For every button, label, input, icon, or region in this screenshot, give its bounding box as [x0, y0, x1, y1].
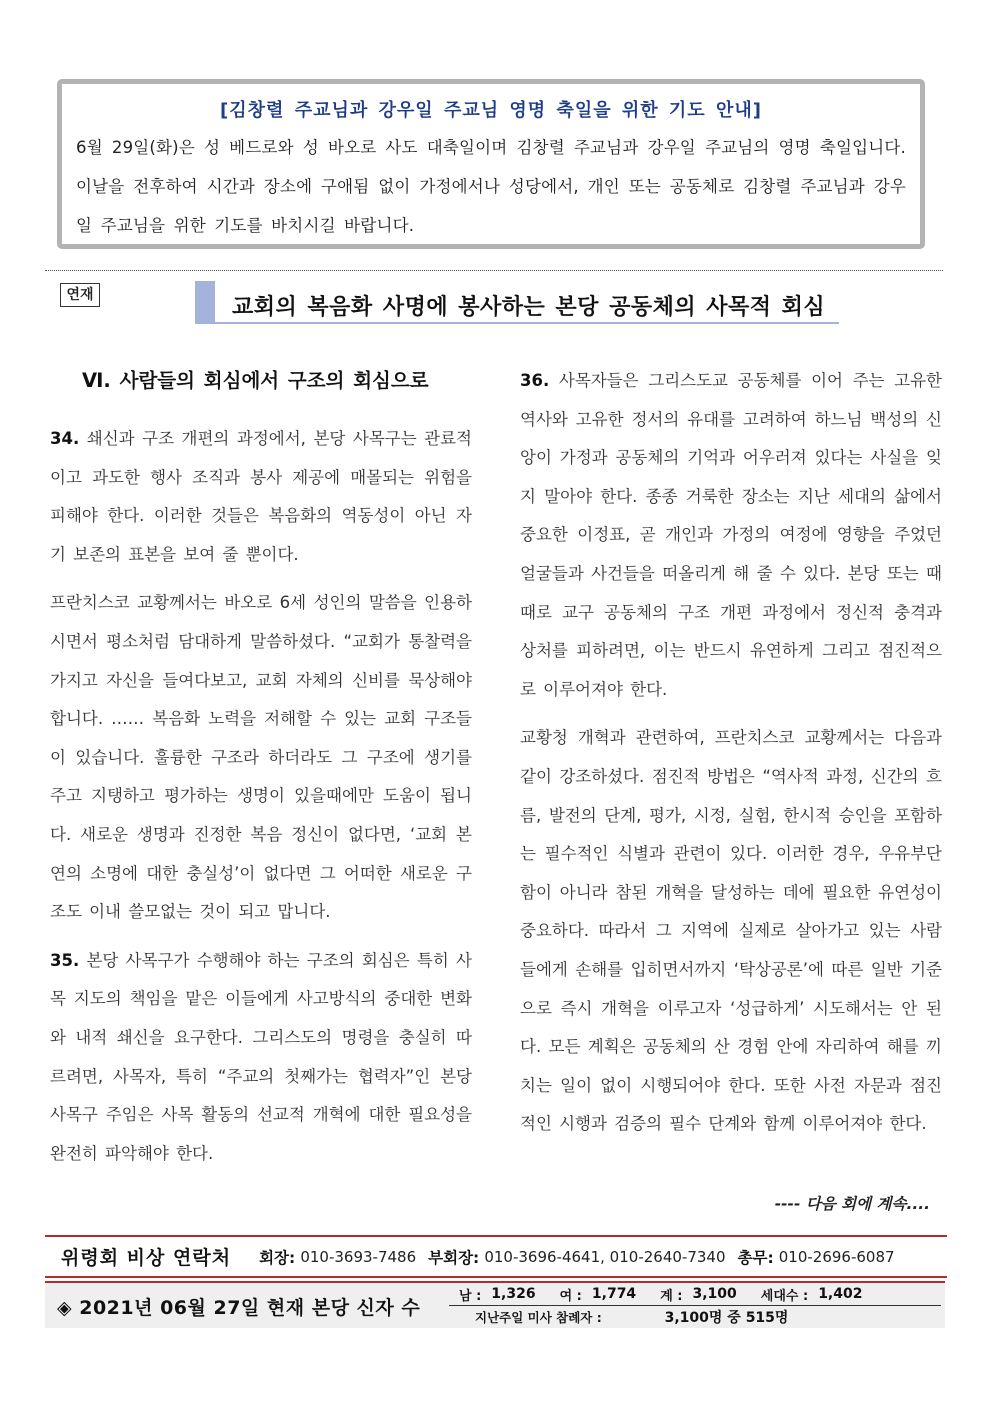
- notice-body: 6월 29일(화)은 성 베드로와 성 바오로 사도 대축일이며 김창렬 주교님과 강우일 주교님의 영명 축일입니다. 이날을 전후하여 시간과 장소에 구애됨 없이 가정에서나 성당에서, 개인 또는 공동체로 김창렬 주교님과 강우일 주교님을 위한 기도를 바치시길 바랍니다.: [76, 138, 906, 235]
- paragraph-number: 35.: [50, 950, 80, 970]
- paragraph-number: 34.: [50, 429, 80, 448]
- total-count: 3,100: [692, 1286, 737, 1302]
- paragraph-text: 쇄신과 구조 개편의 과정에서, 본당 사목구는 관료적이고 과도한 행사 조직과 봉사 제공에 매몰되는 위험을 피해야 한다. 이러한 것들은 복음화의 역동성이 아닌 자기 보존의 표본을 보여 줄 뿐이다.: [50, 429, 472, 564]
- attendance-value: 3,100명 중 515명: [664, 1310, 789, 1326]
- stats-counts: [449, 1283, 941, 1306]
- contacts-title: 위령회 비상 연락처: [61, 1247, 232, 1269]
- secretary-phone: 010-2696-6087: [778, 1247, 895, 1266]
- secretary-label: 총무:: [737, 1248, 774, 1267]
- right-column: [520, 362, 942, 1144]
- continued-note: ---- 다음 회에 계속....: [774, 1195, 930, 1213]
- emergency-contacts: [45, 1235, 947, 1278]
- male-label: 남 :: [459, 1288, 482, 1304]
- male-count: 1,326: [491, 1286, 536, 1302]
- vice-chair-label: 부회장:: [428, 1248, 480, 1267]
- paragraph-36-continued: 교황청 개혁과 관련하여, 프란치스코 교황께서는 다음과 같이 강조하셨다. 점진적 방법은 “역사적 과정, 신간의 흐름, 발전의 단계, 평가, 시정, 실험, 한시적 승인을 포함하는 필수적인 식별과 관련이 있다. 이러한 경우, 우유부단함이 아니라 참된 개혁을 달성하는 데에 필요한 유연성이 중요하다. 따라서 그 지역에 실제로 살아가고 있는 사람들에게 손해를 입히면서까지 ‘탁상공론’에 따른 일반 기준으로 즉시 개혁을 이루고자 ‘성급하게’ 시도해서는 안 된다. 모든 계획은 공동체의 산 경험 안에 자리하여 해를 끼치는 일이 없이 시행되어야 한다. 또한 사전 자문과 점진적인 시행과 검증의 필수 단계와 함께 이루어져야 한다.: [520, 728, 942, 1134]
- female-label: 여 :: [559, 1288, 582, 1304]
- section-heading: Ⅵ. 사람들의 회심에서 구조의 회심으로: [82, 369, 429, 392]
- paragraph-text: 본당 사목구가 수행해야 하는 구조의 회심은 특히 사목 지도의 책임을 맡은 이들에게 사고방식의 중대한 변화와 내적 쇄신을 요구한다. 그리스도의 명령을 충실히 따르려면, 사목자, 특히 “주교의 첫째가는 협력자”인 본당 사목구 주임은 사목 활동의 선교적 개혁에 대한 필요성을 완전히 파악해야 한다.: [50, 950, 472, 1163]
- female-count: 1,774: [591, 1286, 637, 1302]
- dotted-divider: [45, 270, 943, 271]
- prayer-notice-box: [57, 79, 925, 249]
- notice-title: [김창렬 주교님과 강우일 주교님 영명 축일을 위한 기도 안내]: [220, 100, 762, 121]
- parishioner-stats: [45, 1281, 945, 1328]
- households-count: 1,402: [818, 1286, 863, 1302]
- article-title: 교회의 복음화 사명에 봉사하는 본당 공동체의 사목적 회심: [232, 295, 826, 320]
- chair-label: 회장:: [259, 1248, 296, 1267]
- chair-phone: 010-3693-7486: [300, 1247, 417, 1266]
- attendance-label: 지난주일 미사 참례자 :: [475, 1310, 602, 1325]
- stats-title: ◈ 2021년 06월 27일 현재 본당 신자 수: [57, 1297, 421, 1319]
- paragraph-36: [520, 362, 942, 709]
- mass-attendance: [475, 1307, 788, 1327]
- paragraph-34-continued: 프란치스코 교황께서는 바오로 6세 성인의 말씀을 인용하시면서 평소처럼 담대하게 말씀하셨다. “교회가 통찰력을 가지고 자신을 들여다보고, 교회 자체의 신비를 묵상해야 합니다. …… 복음화 노력을 저해할 수 있는 교회 구조들이 있습니다. 훌륭한 구조라 하더라도 그 구조에 생기를 주고 지탱하고 평가하는 생명이 있을때에만 도움이 됩니다. 새로운 생명과 진정한 복음 정신이 없다면, ‘교회 본연의 소명에 대한 충실성’이 없다면 그 어떠한 새로운 구조도 이내 쓸모없는 것이 되고 맙니다.: [50, 593, 472, 922]
- total-label: 계 :: [660, 1288, 683, 1304]
- series-tag: 연재: [60, 283, 100, 307]
- paragraph-34: [50, 420, 472, 574]
- households-label: 세대수 :: [760, 1288, 809, 1304]
- paragraph-text: 사목자들은 그리스도교 공동체를 이어 주는 고유한 역사와 고유한 정서의 유대를 고려하여 하느님 백성의 신앙이 가정과 공동체의 기억과 어우러져 있다는 사실을 잊지 말아야 한다. 종종 거룩한 장소는 지난 세대의 삶에서 중요한 이정표, 곧 개인과 가정의 여정에 영향을 주었던 얼굴들과 사건들을 떠올리게 해 줄 수 있다. 본당 또는 때때로 교구 공동체의 구조 개편 과정에서 정신적 충격과 상처를 피하려면, 이는 반드시 유연하게 그리고 점진적으로 이루어져야 한다.: [520, 371, 942, 699]
- vice-chair-phone: 010-3696-4641, 010-2640-7340: [484, 1247, 726, 1266]
- paragraph-number: 36.: [520, 371, 550, 390]
- paragraph-35: [50, 942, 472, 1174]
- left-column: [50, 362, 472, 1173]
